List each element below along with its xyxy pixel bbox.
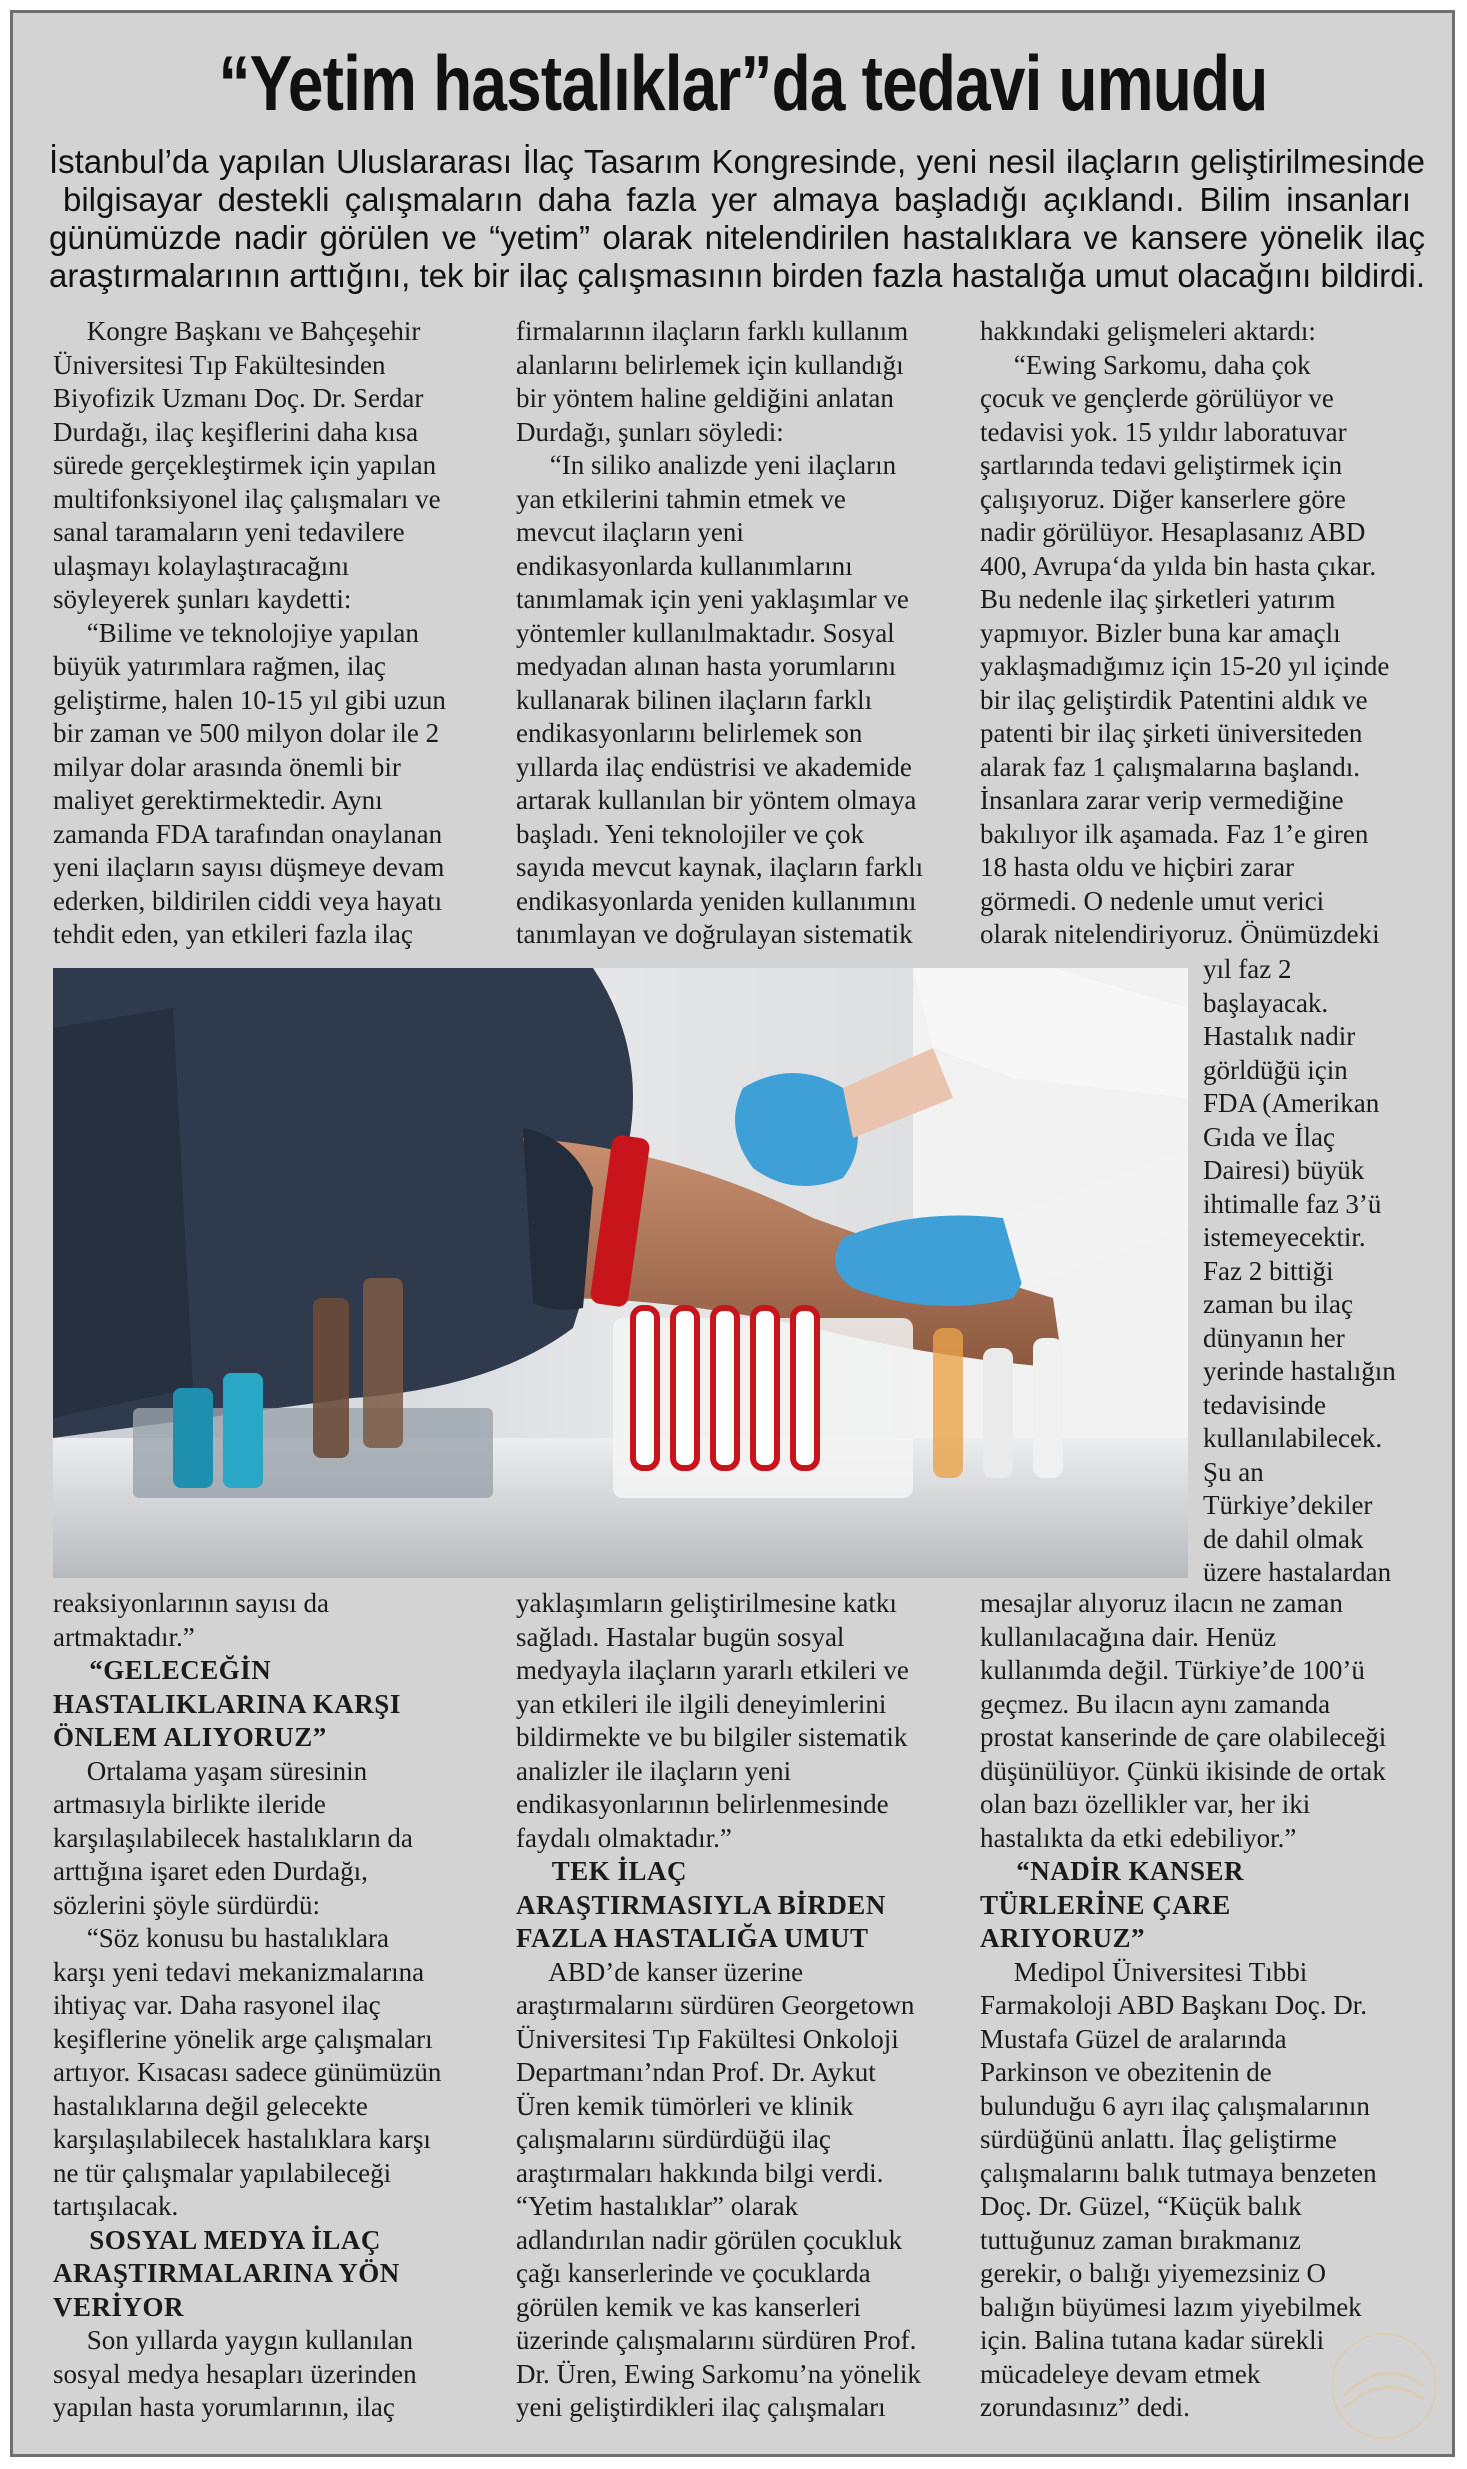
body-text-line: “Söz konusu bu hastalıklara	[53, 1923, 389, 1953]
body-text-line: Parkinson ve obezitenin de	[980, 2057, 1272, 2087]
body-text-line: Şu an	[1203, 1456, 1264, 1487]
body-text-line: artıyor. Kısacası sadece günümüzün	[53, 2057, 442, 2087]
body-text-line: tanımlayan ve doğrulayan sistematik	[516, 919, 913, 949]
body-text-line: başladı. Yeni teknolojiler ve çok	[516, 818, 864, 849]
column-1-bottom	[53, 1587, 493, 2425]
body-text-line: olan bazı özellikler var, her iki	[980, 1789, 1311, 1819]
body-text-line: çalışıyoruz. Diğer kanserlere göre	[980, 483, 1346, 514]
body-text-line: milyar dolar arasında önemli bir	[53, 751, 401, 782]
body-text-line: faydalı olmaktadır.”	[516, 1822, 732, 1853]
body-text-line: sürede gerçekleştirmek için yapılan	[53, 450, 437, 480]
body-text-line: sanal taramaların yeni tedavilere	[53, 517, 405, 547]
body-text-line: tanımlamak için yeni yaklaşımlar ve	[516, 584, 909, 614]
body-text-line: yaklaşımların geliştirilmesine katkı	[516, 1588, 897, 1618]
body-text-line: sözlerini şöyle sürdürdü:	[53, 1889, 320, 1920]
body-text-line: Dr. Üren, Ewing Sarkomu’na yönelik	[516, 2358, 921, 2389]
body-text-line: geçmez. Bu ilacın aynı zamanda	[980, 1688, 1331, 1719]
body-text-line: yöntemler kullanılmaktadır. Sosyal	[516, 617, 895, 648]
body-text-line: Dairesi) büyük	[1203, 1155, 1365, 1185]
body-text-line: araştırmaları hakkında bilgi verdi.	[516, 2157, 884, 2188]
body-text-line: yeni ilaçların sayısı düşmeye devam	[53, 852, 445, 882]
body-text-line: yapmıyor. Bizler buna kar amaçlı	[980, 617, 1341, 648]
subheading-line: “NADİR KANSER	[980, 1856, 1245, 1886]
body-text-line: medyayla ilaçların yararlı etkileri ve	[516, 1655, 909, 1685]
subheading-line: “GELECEĞİN	[53, 1655, 272, 1685]
body-text-line: ulaşmayı kolaylaştıracağını	[53, 550, 350, 581]
body-text-line: tartışılacak.	[53, 2191, 179, 2221]
body-text-line: zorundasınız” dedi.	[980, 2392, 1190, 2422]
newspaper-clipping	[10, 10, 1455, 2457]
body-text-line: artmasıyla birlikte ileride	[53, 1789, 326, 1819]
body-text-line: yan etkileri ile ilgili deneyimlerini	[516, 1688, 887, 1719]
body-text-line: tedavisi yok. 15 yıldır laboratuvar	[980, 416, 1347, 447]
body-text-line: düşünülüyor. Çünkü ikisinde de ortak	[980, 1755, 1386, 1786]
article-lead	[49, 143, 1425, 295]
body-text-line: bir yöntem haline geldiğini anlatan	[516, 383, 894, 413]
body-text-line: Gıda ve İlaç	[1203, 1121, 1335, 1152]
body-text-line: bildirmekte ve bu bilgiler sistematik	[516, 1722, 908, 1752]
article-headline: “Yetim hastalıklar”da tedavi umudu	[218, 39, 1268, 127]
body-text-line: balığın büyümesi lazım yiyebilmek	[980, 2291, 1362, 2322]
body-text-line: İnsanlara zarar verip vermediğine	[980, 785, 1344, 815]
body-text-line: sayıda mevcut kaynak, ilaçların farklı	[516, 852, 924, 882]
body-text-line: endikasyonlarını belirlemek son	[516, 718, 863, 748]
body-text-line: artmaktadır.”	[53, 1621, 195, 1652]
body-text-line: firmalarının ilaçların farklı kullanım	[516, 316, 909, 346]
body-text-line: hastalıkta da etki edebiliyor.”	[980, 1822, 1297, 1853]
body-text-line: patenti bir ilaç şirketi üniversiteden	[980, 718, 1363, 748]
body-text-line: FDA (Amerikan	[1203, 1088, 1380, 1118]
lead-line: bilgisayar destekli çalışmaların daha fazla yer almaya başladığı açıklandı. Bilim insanları	[63, 181, 1411, 218]
body-text-line: kullanımda değil. Türkiye’de 100’ü	[980, 1655, 1365, 1685]
body-text-line: bakılıyor ilk aşamada. Faz 1’e giren	[980, 818, 1369, 849]
body-text-line: “Yetim hastalıklar” olarak	[516, 2191, 799, 2221]
blood-draw-photo	[53, 968, 1188, 1578]
body-text-line: çalışmalarını sürdürdüğü ilaç	[516, 2124, 831, 2154]
body-text-line: de dahil olmak	[1203, 1523, 1364, 1554]
body-text-line: zaman bu ilaç	[1203, 1289, 1353, 1319]
subheading-line: ÖNLEM ALIYORUZ”	[53, 1722, 327, 1752]
body-text-line: üzerinde çalışmalarını sürdüren Prof.	[516, 2325, 917, 2355]
body-text-line: Üniversitesi Tıp Fakültesi Onkoloji	[516, 2023, 899, 2054]
body-text-line: prostat kanserinde de çare olabileceği	[980, 1722, 1387, 1752]
body-text-line: sürdüğünü anlattı. İlaç geliştirme	[980, 2124, 1337, 2154]
body-text-line: 18 hasta oldu ve hiçbiri zarar	[980, 852, 1295, 882]
body-text-line: yaklaşmadığımız için 15-20 yıl içinde	[980, 651, 1390, 681]
body-text-line: büyük yatırımlara rağmen, ilaç	[53, 651, 386, 681]
body-text-line: mesajlar alıyoruz ilacın ne zaman	[980, 1588, 1343, 1618]
body-text-line: ABD’de kanser üzerine	[516, 1956, 804, 1987]
body-text-line: kullanılabilecek.	[1203, 1423, 1383, 1453]
lead-line: günümüzde nadir görülen ve “yetim” olarak nitelendirilen hastalıklara ve kansere yönelik ilaç	[49, 219, 1425, 256]
body-text-line: Bu nedenle ilaç şirketleri yatırım	[980, 584, 1336, 614]
body-text-line: Üniversitesi Tıp Fakültesinden	[53, 349, 386, 380]
body-text-line: “In siliko analizde yeni ilaçların	[516, 450, 897, 480]
body-text-line: Farmakoloji ABD Başkanı Doç. Dr.	[980, 1990, 1367, 2020]
body-text-line: endikasyonlarda kullanımlarını	[516, 550, 853, 581]
body-text-line: üzere hastalardan	[1203, 1557, 1392, 1587]
body-text-line: söyleyerek şunları kaydetti:	[53, 584, 352, 614]
body-text-line: medyadan alınan hasta yorumlarını	[516, 651, 897, 681]
body-text-line: alanlarını belirlemek için kullandığı	[516, 349, 904, 380]
body-text-line: zamanda FDA tarafından onaylanan	[53, 818, 443, 849]
body-text-line: olarak nitelendiriyoruz. Önümüzdeki	[980, 919, 1380, 949]
watermark-logo-icon	[1324, 2326, 1444, 2446]
body-text-line: araştırmalarını sürdüren Georgetown	[516, 1990, 915, 2020]
body-text-line: sağladı. Hastalar bugün sosyal	[516, 1621, 845, 1652]
column-3-narrow	[1203, 953, 1433, 1590]
body-text-line: hastalıklarına değil gelecekte	[53, 2090, 368, 2121]
subheading-line: TÜRLERİNE ÇARE	[980, 1889, 1231, 1920]
column-2-bottom	[516, 1587, 956, 2425]
body-text-line: başlayacak.	[1203, 987, 1329, 1018]
body-text-line: görldüğü için	[1203, 1054, 1348, 1085]
body-text-line: arttığına işaret eden Durdağı,	[53, 1856, 368, 1886]
body-text-line: mücadeleye devam etmek	[980, 2358, 1261, 2389]
body-text-line: yerinde hastalığın	[1203, 1356, 1396, 1386]
body-text-line: hakkındaki gelişmeleri aktardı:	[980, 316, 1316, 346]
body-text-line: “Ewing Sarkomu, daha çok	[980, 349, 1311, 380]
subheading-line: HASTALIKLARINA KARŞI	[53, 1688, 401, 1719]
body-text-line: Türkiye’dekiler	[1203, 1490, 1373, 1520]
body-text-line: Biyofizik Uzmanı Doç. Dr. Serdar	[53, 383, 424, 413]
body-text-line: gerekir, o balığı yiyemezsiniz O	[980, 2258, 1327, 2288]
body-text-line: ihtimalle faz 3’ü	[1203, 1188, 1382, 1219]
body-text-line: mevcut ilaçların yeni	[516, 517, 744, 547]
body-text-line: Doç. Dr. Güzel, “Küçük balık	[980, 2191, 1302, 2221]
photo-illustration	[53, 968, 1188, 1578]
body-text-line: nadir görülüyor. Hesaplasanız ABD	[980, 517, 1366, 547]
body-text-line: yan etkilerini tahmin etmek ve	[516, 483, 846, 514]
body-text-line: keşiflerine yönelik arge çalışmaları	[53, 2023, 433, 2054]
body-text-line: karşılaşılabilecek hastalıkların da	[53, 1822, 413, 1853]
body-text-line: alarak faz 1 çalışmalarına başlandı.	[980, 751, 1361, 782]
subheading-line: TEK İLAÇ	[516, 1856, 688, 1886]
body-text-line: ederken, bildirilen ciddi veya hayatı	[53, 885, 443, 916]
body-text-line: görmedi. O nedenle umut verici	[980, 885, 1325, 916]
body-text-line: Durdağı, ilaç keşiflerini daha kısa	[53, 416, 419, 447]
subheading-line: FAZLA HASTALIĞA UMUT	[516, 1923, 869, 1953]
body-text-line: Kongre Başkanı ve Bahçeşehir	[53, 316, 421, 346]
body-text-line: görülen kemik ve kas kanserleri	[516, 2291, 861, 2322]
column-3-top	[980, 315, 1420, 952]
body-text-line: dünyanın her	[1203, 1322, 1345, 1353]
body-text-line: çağı kanserlerinde ve çocuklarda	[516, 2258, 871, 2288]
body-text-line: analizler ile ilaçların yeni	[516, 1755, 792, 1786]
body-text-line: maliyet gerektirmektedir. Aynı	[53, 785, 383, 815]
body-text-line: bir ilaç geliştirdik Patentini aldık ve	[980, 684, 1368, 715]
body-text-line: Faz 2 bittiği	[1203, 1255, 1334, 1286]
body-text-line: bulunduğu 6 ayrı ilaç çalışmalarının	[980, 2090, 1370, 2121]
body-text-line: multifonksiyonel ilaç çalışmaları ve	[53, 483, 441, 514]
body-text-line: “Bilime ve teknolojiye yapılan	[53, 617, 419, 648]
body-text-line: yapılan hasta yorumlarının, ilaç	[53, 2392, 395, 2422]
subheading-line: ARAŞTIRMASIYLA BİRDEN	[516, 1889, 886, 1920]
body-text-line: karşılaşılabilecek hastalıklara karşı	[53, 2124, 431, 2154]
body-text-line: Son yıllarda yaygın kullanılan	[53, 2325, 413, 2355]
body-text-line: ne tür çalışmalar yapılabileceği	[53, 2157, 392, 2188]
body-text-line: endikasyonlarda yeniden kullanımını	[516, 885, 917, 916]
subheading-line: SOSYAL MEDYA İLAÇ	[53, 2224, 381, 2255]
subheading-line: VERİYOR	[53, 2291, 185, 2322]
body-text-line: çalışmalarını balık tutmaya benzeten	[980, 2157, 1377, 2188]
body-text-line: Medipol Üniversitesi Tıbbi	[980, 1956, 1308, 1987]
body-text-line: 400, Avrupa‘da yılda bin hasta çıkar.	[980, 550, 1377, 581]
body-text-line: reaksiyonlarının sayısı da	[53, 1588, 329, 1618]
body-text-line: yeni geliştirdikleri ilaç çalışmaları	[516, 2392, 886, 2422]
subheading-line: ARIYORUZ”	[980, 1923, 1146, 1953]
lead-line: araştırmalarının arttığını, tek bir ilaç çalışmasının birden fazla hastalığa umut olacağını bildirdi.	[49, 257, 1425, 294]
body-text-line: çocuk ve gençlerde görülüyor ve	[980, 383, 1334, 413]
body-text-line: artarak kullanılan bir yöntem olmaya	[516, 785, 917, 815]
body-text-line: yıllarda ilaç endüstrisi ve akademide	[516, 751, 912, 782]
body-text-line: tedavisinde	[1203, 1389, 1326, 1420]
body-text-line: Durdağı, şunları söyledi:	[516, 416, 784, 447]
body-text-line: bir zaman ve 500 milyon dolar ile 2	[53, 718, 440, 748]
body-text-line: adlandırılan nadir görülen çocukluk	[516, 2224, 903, 2255]
body-text-line: sosyal medya hesapları üzerinden	[53, 2358, 417, 2389]
body-text-line: için. Balina tutana kadar sürekli	[980, 2325, 1325, 2355]
body-text-line: Mustafa Güzel de aralarında	[980, 2023, 1287, 2054]
body-text-line: Üren kemik tümörleri ve klinik	[516, 2090, 854, 2121]
body-text-line: Departmanı’ndan Prof. Dr. Aykut	[516, 2057, 876, 2087]
body-text-line: karşı yeni tedavi mekanizmalarına	[53, 1956, 425, 1987]
body-text-line: istemeyecektir.	[1203, 1222, 1366, 1252]
body-text-line: kullanarak bilinen ilaçların farklı	[516, 684, 873, 715]
lead-line: İstanbul’da yapılan Uluslararası İlaç Tasarım Kongresinde, yeni nesil ilaçların geliştirilmesinde	[49, 143, 1425, 180]
body-text-line: endikasyonlarının belirlenmesinde	[516, 1789, 889, 1819]
body-text-line: Ortalama yaşam süresinin	[53, 1755, 368, 1786]
column-1-top	[53, 315, 493, 952]
body-text-line: Hastalık nadir	[1203, 1021, 1356, 1051]
body-text-line: tuttuğunuz zaman bırakmanız	[980, 2224, 1301, 2255]
body-text-line: şartlarında tedavi geliştirmek için	[980, 450, 1343, 480]
body-text-line: kullanılacağına dair. Henüz	[980, 1621, 1277, 1652]
body-text-line: geliştirme, halen 10-15 yıl gibi uzun	[53, 684, 446, 715]
subheading-line: ARAŞTIRMALARINA YÖN	[53, 2258, 400, 2288]
body-text-line: yıl faz 2	[1203, 954, 1292, 984]
body-text-line: tehdit eden, yan etkileri fazla ilaç	[53, 919, 413, 949]
body-text-line: ihtiyaç var. Daha rasyonel ilaç	[53, 1990, 381, 2020]
column-3-bottom	[980, 1587, 1420, 2425]
column-2-top	[516, 315, 956, 952]
